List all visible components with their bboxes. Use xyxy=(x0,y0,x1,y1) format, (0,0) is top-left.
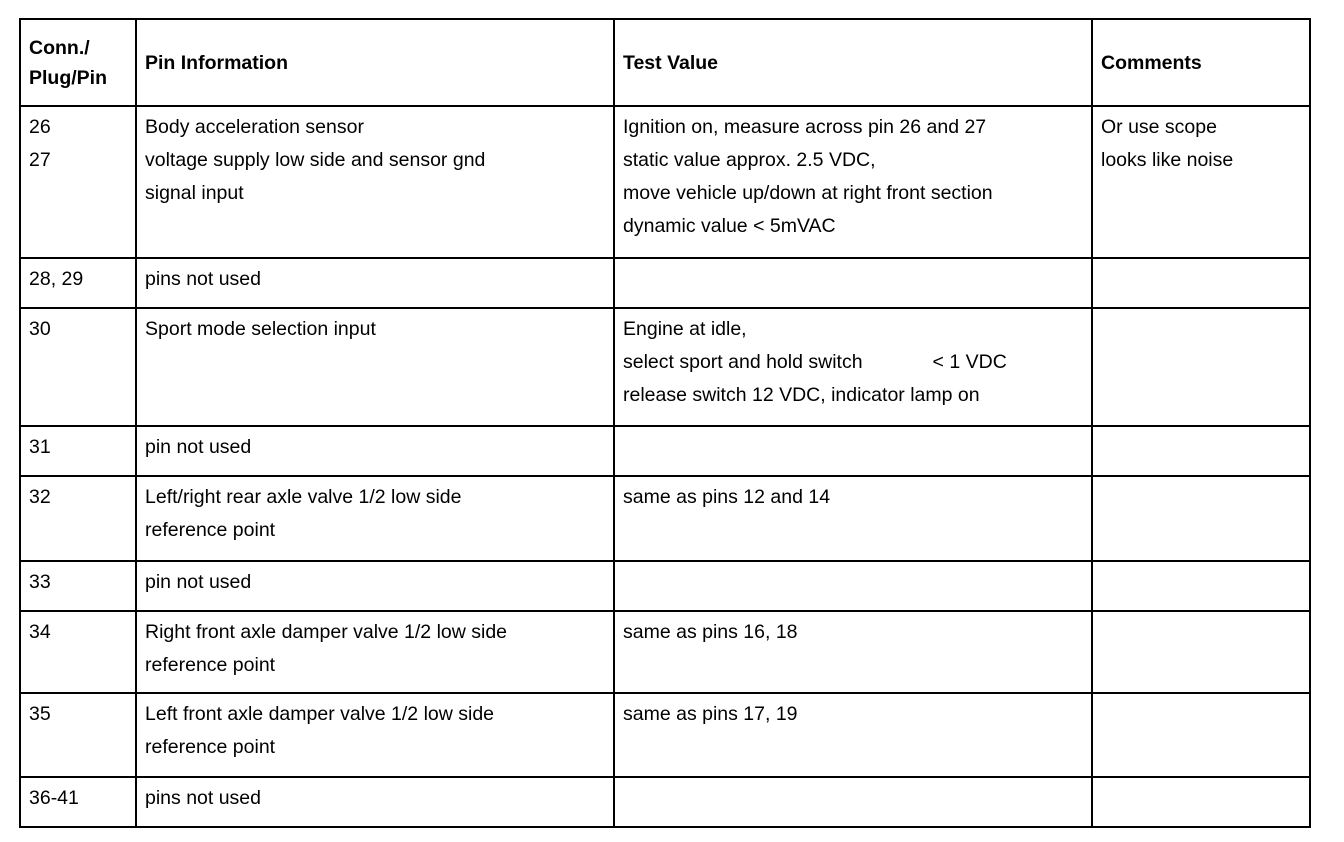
table-row xyxy=(20,611,1310,693)
test-value-cell xyxy=(614,476,1092,561)
pin-number: 28, 29 xyxy=(29,268,84,290)
pin-info-cell xyxy=(136,106,614,258)
table-row xyxy=(20,258,1310,308)
test-value-cell xyxy=(614,693,1092,777)
pin-cell xyxy=(20,106,136,258)
test-value-cell xyxy=(614,258,1092,308)
test-value-text: select sport and hold switch xyxy=(623,351,863,373)
table-row xyxy=(20,426,1310,476)
header-comments: Comments xyxy=(1092,19,1310,106)
pin-info-line: Left/right rear axle valve 1/2 low side xyxy=(145,486,462,508)
pin-info-cell xyxy=(136,476,614,561)
pin-info-line: Body acceleration sensor xyxy=(145,116,364,138)
table-row xyxy=(20,777,1310,827)
pin-cell xyxy=(20,308,136,426)
pin-cell xyxy=(20,561,136,611)
pin-number: 36-41 xyxy=(29,787,79,809)
comment-line: looks like noise xyxy=(1101,149,1234,171)
comments-cell xyxy=(1092,308,1310,426)
test-value-line: static value approx. 2.5 VDC, xyxy=(623,149,876,171)
pin-cell xyxy=(20,258,136,308)
pin-cell xyxy=(20,693,136,777)
table-row xyxy=(20,561,1310,611)
pin-info-line: voltage supply low side and sensor gnd xyxy=(145,149,486,171)
pin-cell xyxy=(20,426,136,476)
pin-info-line: pin not used xyxy=(145,436,252,458)
comments-cell xyxy=(1092,476,1310,561)
header-conn-line1: Conn./ xyxy=(29,36,90,59)
table-row xyxy=(20,476,1310,561)
pin-info-line: reference point xyxy=(145,736,276,758)
pin-cell xyxy=(20,777,136,827)
pin-number: 30 xyxy=(29,318,51,340)
table-row xyxy=(20,693,1310,777)
pin-number: 27 xyxy=(29,149,51,171)
test-value-line: same as pins 12 and 14 xyxy=(623,486,831,508)
test-value-line: same as pins 16, 18 xyxy=(623,621,798,643)
test-value-line xyxy=(623,346,1083,379)
pin-info-cell xyxy=(136,693,614,777)
pin-info-cell xyxy=(136,426,614,476)
pin-info-cell xyxy=(136,777,614,827)
test-value-cell xyxy=(614,106,1092,258)
pin-number: 26 xyxy=(29,116,51,138)
header-conn-line2: Plug/Pin xyxy=(29,66,107,89)
pin-cell xyxy=(20,611,136,693)
pin-number: 34 xyxy=(29,621,51,643)
comment-line: Or use scope xyxy=(1101,116,1217,138)
pin-info-line: reference point xyxy=(145,519,276,541)
test-value-line: Ignition on, measure across pin 26 and 27 xyxy=(623,116,987,138)
test-value-cell xyxy=(614,611,1092,693)
header-pin-information: Pin Information xyxy=(136,19,614,106)
test-value-line: same as pins 17, 19 xyxy=(623,703,798,725)
pin-info-cell xyxy=(136,258,614,308)
test-value-threshold: < 1 VDC xyxy=(932,351,1007,373)
pin-info-line: reference point xyxy=(145,654,276,676)
comments-cell xyxy=(1092,106,1310,258)
comments-cell xyxy=(1092,561,1310,611)
pin-number: 33 xyxy=(29,571,51,593)
pin-number: 32 xyxy=(29,486,51,508)
pin-cell xyxy=(20,476,136,561)
test-value-line: Engine at idle, xyxy=(623,318,747,340)
pin-info-line: Left front axle damper valve 1/2 low side xyxy=(145,703,495,725)
pin-info-line: pin not used xyxy=(145,571,252,593)
pin-info-line: pins not used xyxy=(145,268,262,290)
table-row xyxy=(20,106,1310,258)
header-conn-plug-pin xyxy=(20,19,136,106)
pin-info-line: pins not used xyxy=(145,787,262,809)
test-value-line: move vehicle up/down at right front section xyxy=(623,182,993,204)
test-value-line: dynamic value < 5mVAC xyxy=(623,215,836,237)
test-value-cell xyxy=(614,426,1092,476)
pin-information-table xyxy=(19,18,1311,828)
comments-cell xyxy=(1092,693,1310,777)
comments-cell xyxy=(1092,258,1310,308)
header-test-value: Test Value xyxy=(614,19,1092,106)
pin-info-cell xyxy=(136,561,614,611)
test-value-cell xyxy=(614,561,1092,611)
test-value-line: release switch 12 VDC, indicator lamp on xyxy=(623,384,980,406)
pin-info-cell xyxy=(136,611,614,693)
pin-info-line: Right front axle damper valve 1/2 low side xyxy=(145,621,508,643)
pin-info-line: Sport mode selection input xyxy=(145,318,376,340)
comments-cell xyxy=(1092,426,1310,476)
test-value-cell xyxy=(614,308,1092,426)
test-value-cell xyxy=(614,777,1092,827)
pin-info-cell xyxy=(136,308,614,426)
comments-cell xyxy=(1092,611,1310,693)
pin-number: 31 xyxy=(29,436,51,458)
table-header-row xyxy=(20,19,1310,106)
pin-info-line: signal input xyxy=(145,182,244,204)
table-row xyxy=(20,308,1310,426)
pin-number: 35 xyxy=(29,703,51,725)
comments-cell xyxy=(1092,777,1310,827)
